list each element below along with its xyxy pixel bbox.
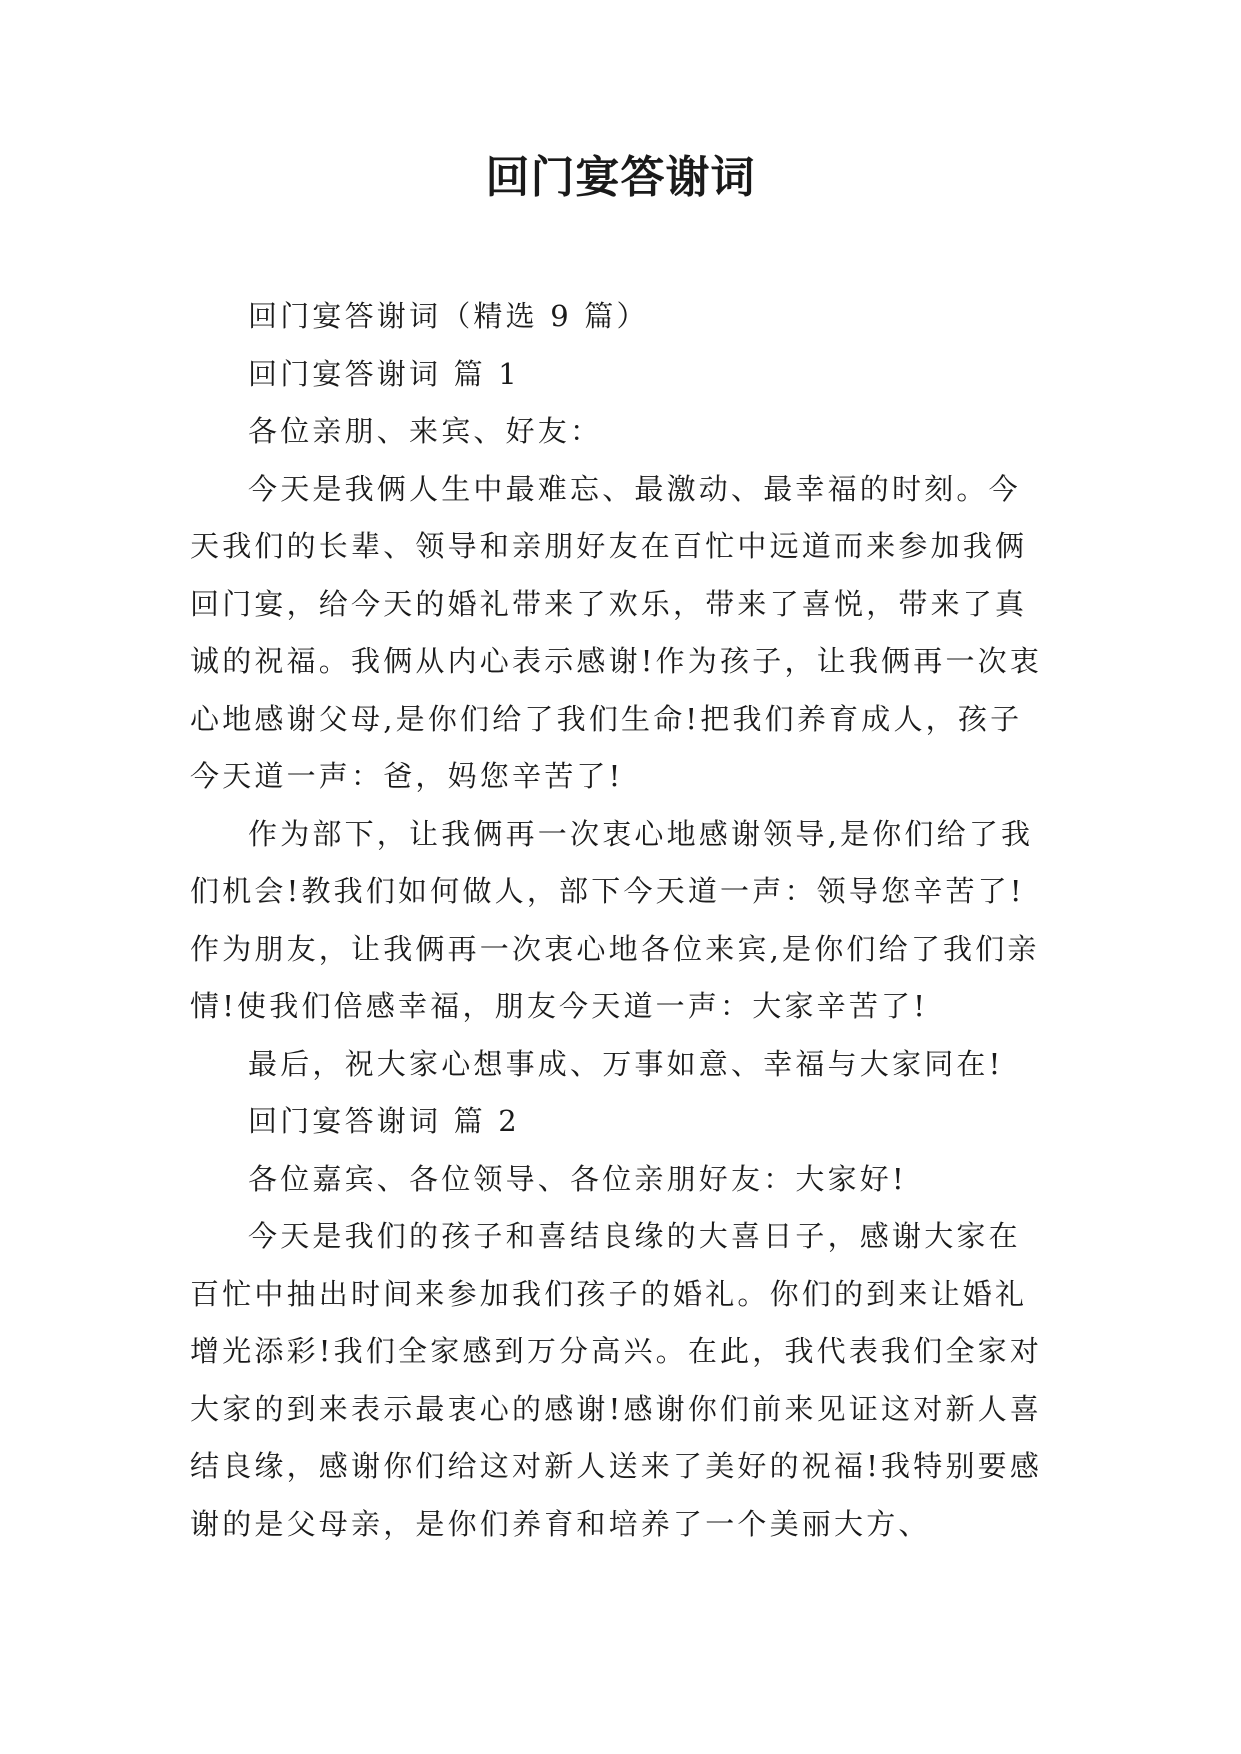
document-subtitle: 回门宴答谢词（精选 9 篇） (248, 299, 649, 333)
section-heading-2: 回门宴答谢词 篇 2 (248, 1104, 520, 1138)
salutation-paragraph: 各位亲朋、来宾、好友： (248, 414, 603, 448)
closing-paragraph: 最后，祝大家心想事成、万事如意、幸福与大家同在! (248, 1046, 1004, 1081)
document-body (190, 288, 1050, 1553)
document-title: 回门宴答谢词 (485, 152, 756, 203)
body-paragraph: 今天是我们的孩子和喜结良缘的大喜日子，感谢大家在百忙中抽出时间来参加我们孩子的婚礼。你们的到来让婚礼增光添彩!我们全家感到万分高兴。在此，我代表我们全家对大家的到来表示最衷心的感谢!感谢你们前来见证这对新人喜结良缘，感谢你们给这对新人送来了美好的祝福!我特别要感谢的是父母亲，是你们养育和培养了一个美丽大方、 (190, 1219, 1043, 1541)
salutation-paragraph: 各位嘉宾、各位领导、各位亲朋好友：大家好! (248, 1161, 907, 1196)
body-paragraph: 今天是我俩人生中最难忘、最激动、最幸福的时刻。今天我们的长辈、领导和亲朋好友在百忙中远道而来参加我俩回门宴，给今天的婚礼带来了欢乐，带来了喜悦，带来了真诚的祝福。我俩从内心表示感谢!作为孩子，让我俩再一次衷心地感谢父母,是你们给了我们生命!把我们养育成人，孩子今天道一声：爸，妈您辛苦了! (190, 471, 1043, 793)
section-heading-1: 回门宴答谢词 篇 1 (248, 356, 520, 391)
body-paragraph: 作为部下，让我俩再一次衷心地感谢领导,是你们给了我们机会!教我们如何做人，部下今天道一声：领导您辛苦了!作为朋友，让我俩再一次衷心地各位来宾,是你们给了我们亲情!使我们倍感幸福，朋友今天道一声：大家辛苦了! (190, 816, 1040, 1023)
